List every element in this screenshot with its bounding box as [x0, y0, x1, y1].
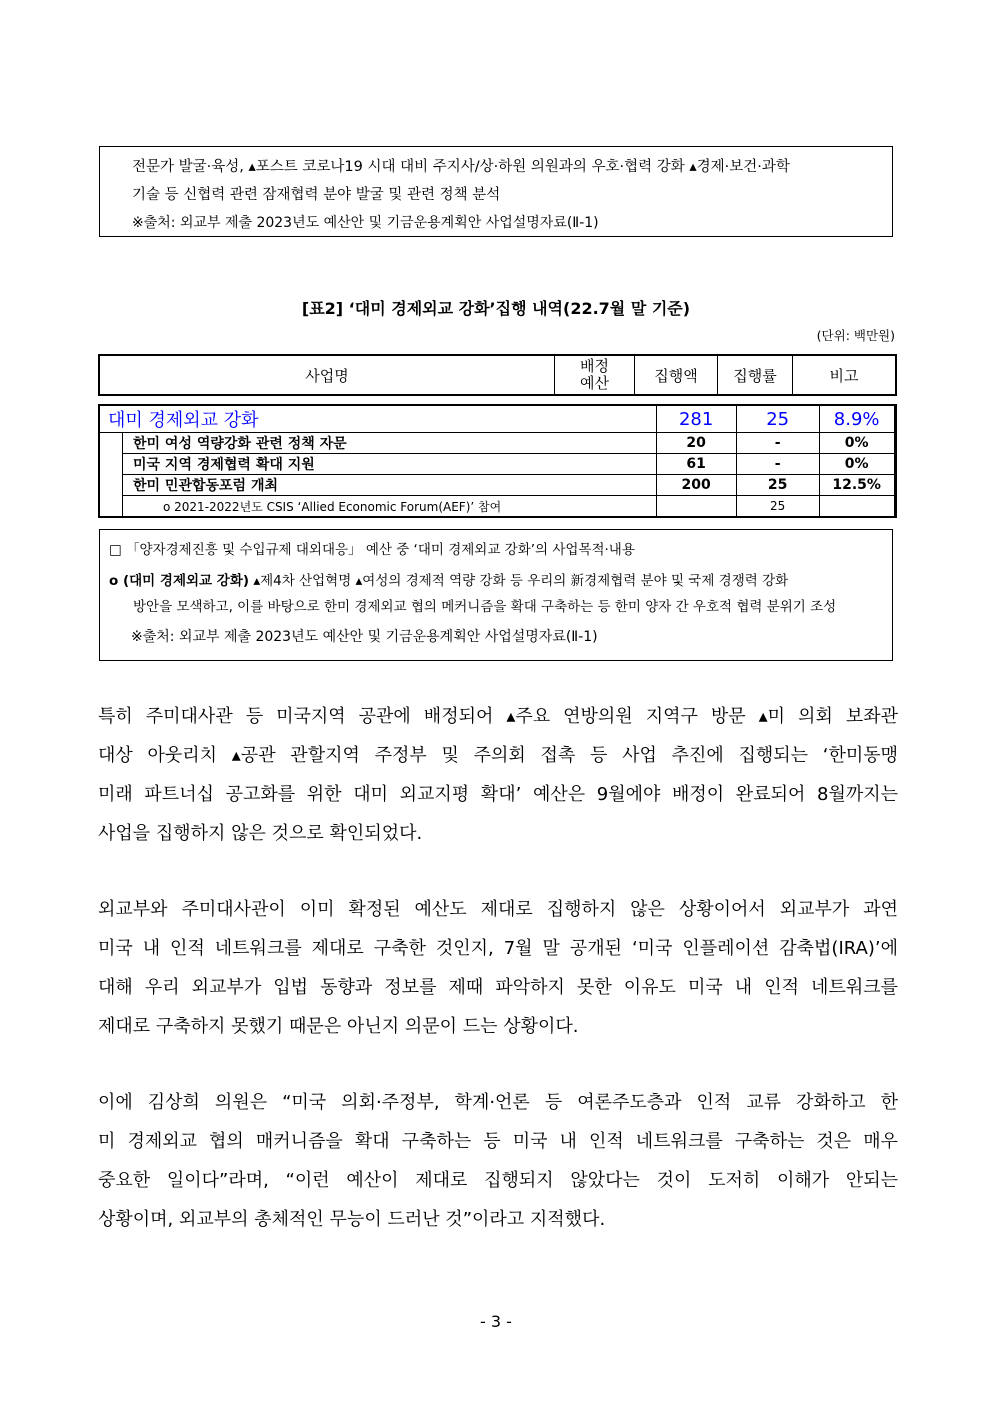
sub-executed: 25: [736, 496, 819, 518]
paragraph-line: 사업을 집행하지 않은 것으로 확인되었다.: [98, 823, 423, 844]
table-row-sub: [99, 496, 896, 518]
table-unit: (단위: 백만원): [816, 328, 895, 343]
paragraph-line: 중요한 일이다”라며, “이런 예산이 제대로 집행되지 않았다는 것이 도저히 이해가 안되는: [98, 1170, 898, 1191]
row-name: 한미 여성 역량강화 관련 정책 자문: [123, 433, 657, 454]
sub-note: [894, 496, 896, 518]
sub-name: o 2021-2022년도 CSIS ‘Allied Economic Forum(AEF)’ 참여: [123, 496, 657, 518]
row-rate: 0%: [819, 454, 894, 475]
row-executed: -: [736, 454, 819, 475]
sub-budget: [656, 496, 736, 518]
table-row-main: [99, 405, 896, 433]
paragraph-line: 특히 주미대사관 등 미국지역 공관에 배정되어 ▴주요 연방의원 지역구 방문 ▴미 의회 보좌관: [98, 706, 898, 727]
paragraph-line: 미래 파트너십 공고화를 위한 대미 외교지평 확대’ 예산은 9월에야 배정이 완료되어 8월까지는: [98, 784, 898, 805]
header-note: 비고: [793, 355, 897, 395]
intro-box: [99, 146, 893, 237]
main-rate: 8.9%: [819, 405, 894, 433]
row-note: [894, 433, 896, 454]
paragraph-line: 미국 내 인적 네트워크를 제대로 구축한 것인지, 7월 말 공개된 ‘미국 인플레이션 감축법(IRA)’에: [98, 938, 898, 959]
main-name: 대미 경제외교 강화: [99, 405, 656, 433]
paragraph-line: 제대로 구축하지 못했기 때문은 아닌지 의문이 드는 상황이다.: [98, 1016, 579, 1037]
purpose-bullet-text2: 방안을 모색하고, 이를 바탕으로 한미 경제외교 협의 메커니즘을 확대 구축하는 등 한미 양자 간 우호적 협력 분위기 조성: [133, 599, 837, 615]
purpose-bullet: [109, 568, 892, 594]
header-budget-top: 배정: [580, 357, 609, 375]
row-budget: 20: [656, 433, 736, 454]
row-rate: 0%: [819, 433, 894, 454]
paragraph-line: 미 경제외교 협의 매커니즘을 확대 구축하는 등 미국 내 인적 네트워크를 구축하는 것은 매우: [98, 1131, 898, 1152]
main-budget: 281: [656, 405, 736, 433]
row-note: [894, 475, 896, 496]
paragraph-line: 상황이며, 외교부의 총체적인 무능이 드러난 것”이라고 지적했다.: [98, 1209, 606, 1230]
row-budget: 61: [656, 454, 736, 475]
purpose-source: ※출처: 외교부 제출 2023년도 예산안 및 기금운용계획안 사업설명자료(Ⅱ-1): [131, 629, 598, 645]
main-note: [894, 405, 896, 433]
header-name: 사업명: [99, 355, 555, 395]
table-title: [표2] ‘대미 경제외교 강화’집행 내역(22.7월 말 기준): [301, 299, 691, 318]
paragraph-line: 대해 우리 외교부가 입법 동향과 정보를 제때 파악하지 못한 이유도 미국 내 인적 네트워크를: [98, 977, 898, 998]
intro-line-1: 전문가 발굴·육성, ▴포스트 코로나19 시대 대비 주지사/상·하원 의원과의 우호·협력 강화 ▴경제·보건·과학: [132, 159, 790, 175]
row-executed: 25: [736, 475, 819, 496]
paragraph-1: [98, 697, 898, 853]
paragraph-line: 대상 아웃리치 ▴공관 관할지역 주정부 및 주의회 접촉 등 사업 추진에 집행되는 ‘한미동맹: [98, 745, 898, 766]
row-executed: -: [736, 433, 819, 454]
sub-rate: [819, 496, 894, 518]
table-body: [98, 404, 897, 518]
intro-line-2: 기술 등 신협력 관련 잠재협력 분야 발굴 및 관련 정책 분석: [132, 187, 501, 203]
row-rate: 12.5%: [819, 475, 894, 496]
purpose-bullet-label: o (대미 경제외교 강화): [109, 573, 250, 589]
paragraph-line: 이에 김상희 의원은 “미국 의회·주정부, 학계·언론 등 여론주도층과 인적 교류 강화하고 한: [98, 1092, 898, 1113]
main-executed: 25: [736, 405, 819, 433]
header-rate: 집행률: [718, 355, 793, 395]
table-row: [99, 475, 896, 496]
row-budget: 200: [656, 475, 736, 496]
header-budget-bottom: 예산: [580, 374, 609, 392]
page-number: - 3 -: [480, 1312, 512, 1331]
header-budget: [555, 355, 635, 395]
paragraph-3: [98, 1083, 898, 1239]
intro-source: ※출처: 외교부 제출 2023년도 예산안 및 기금운용계획안 사업설명자료(Ⅱ-1): [132, 215, 599, 231]
purpose-box: [99, 529, 893, 661]
row-note: [894, 454, 896, 475]
table-row: [99, 454, 896, 475]
table-header: [98, 354, 897, 396]
paragraph-line: 외교부와 주미대사관이 이미 확정된 예산도 제대로 집행하지 않은 상황이어서 외교부가 과연: [98, 899, 898, 920]
row-name: 미국 지역 경제협력 확대 지원: [123, 454, 657, 475]
purpose-heading: □ 「양자경제진흥 및 수입규제 대외대응」 예산 중 ‘대미 경제외교 강화’의 사업목적·내용: [109, 542, 635, 558]
row-name: 한미 민관합동포럼 개최: [123, 475, 657, 496]
table-row: [99, 433, 896, 454]
header-executed: 집행액: [635, 355, 718, 395]
purpose-bullet-text1: ▴제4차 산업혁명 ▴여성의 경제적 역량 강화 등 우리의 新경제협력 분야 및 국제 경쟁력 강화: [249, 573, 789, 589]
paragraph-2: [98, 890, 898, 1046]
